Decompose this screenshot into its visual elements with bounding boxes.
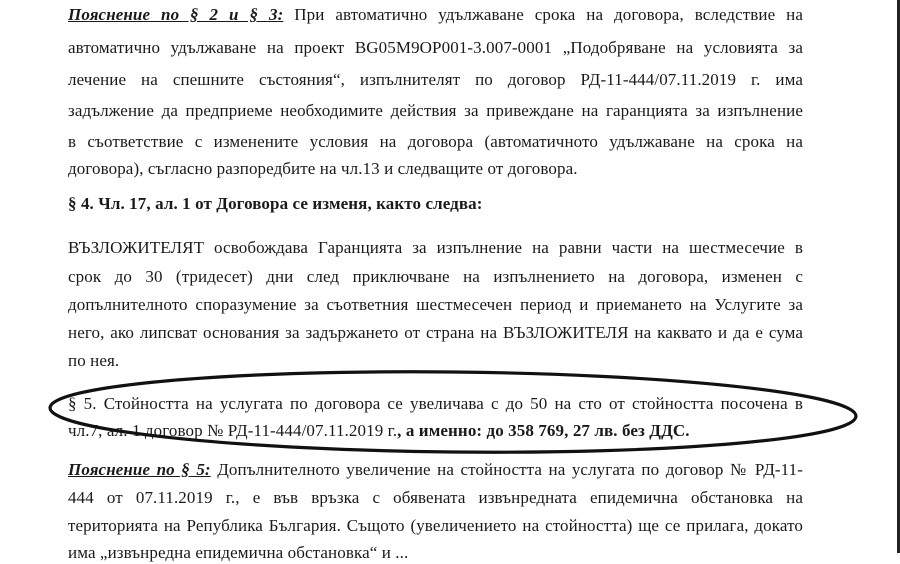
paragraph2-line2: срок до 30 (тридесет) дни след приключване на изпълнението на договора, изменен с [68, 267, 803, 286]
paragraph1-line5: в съответствие с изменените условия на договора (автоматичното удължаване на срока на [68, 132, 803, 151]
section4-heading: § 4. Чл. 17, ал. 1 от Договора се изменя, както следва: [68, 194, 483, 213]
paragraph2-line4: него, ако липсват основания за задържането от страна на ВЪЗЛОЖИТЕЛЯ на каквато и да е сума [68, 323, 803, 342]
paragraph2-line3: допълнителното споразумение за съответния шестмесечен период и приемането на Услугите за [68, 295, 803, 314]
paragraph1-line1 [68, 4, 803, 26]
section5-line1: § 5. Стойността на услугата по договора се увеличава с до 50 на сто от стойността посочена в [68, 394, 803, 413]
paragraph1-line1-text: При автоматично удължаване срока на договора, вследствие на [294, 5, 804, 24]
paragraph3-line2: 444 от 07.11.2019 г., е във връзка с обявената извънредната епидемична обстановка на [68, 488, 803, 507]
section5-line2-text: чл.7, ал. 1 договор № РД-11-444/07.11.2019 г. [68, 421, 398, 440]
paragraph1-line2: автоматично удължаване на проект BG05M9OP001-3.007-0001 „Подобряване на условията за [68, 38, 803, 57]
paragraph1-line4: задължение да предприеме необходимите действия за привеждане на гаранцията за изпълнение [68, 101, 803, 120]
paragraph3-line4: има „извънредна епидемична обстановка“ и ... [68, 543, 409, 562]
section5-line2 [68, 420, 803, 442]
paragraph2-line1: ВЪЗЛОЖИТЕЛЯТ освобождава Гаранцията за изпълнение на равни части на шестмесечие в [68, 238, 803, 257]
paragraph1-line6: договора), съгласно разпоредбите на чл.13 и следващите от договора. [68, 159, 578, 178]
paragraph1-heading: Пояснение по § 2 и § 3: [68, 5, 284, 24]
paragraph1-line3: лечение на спешните състояния“, изпълнителят по договор РД-11-444/07.11.2019 г. има [68, 70, 803, 89]
paragraph3-line3: територията на Република България. Същото (увеличението на стойността) ще се прилага, докато [68, 516, 803, 535]
paragraph3-line1 [68, 459, 803, 481]
paragraph3-heading: Пояснение по § 5: [68, 460, 211, 479]
section5-amount: , а именно: до 358 769, 27 лв. без ДДС. [397, 421, 690, 440]
paragraph2-line5: по нея. [68, 351, 120, 370]
paragraph3-line1-text: Допълнителното увеличение на стойността на услугата по договор № РД-11- [217, 460, 803, 479]
